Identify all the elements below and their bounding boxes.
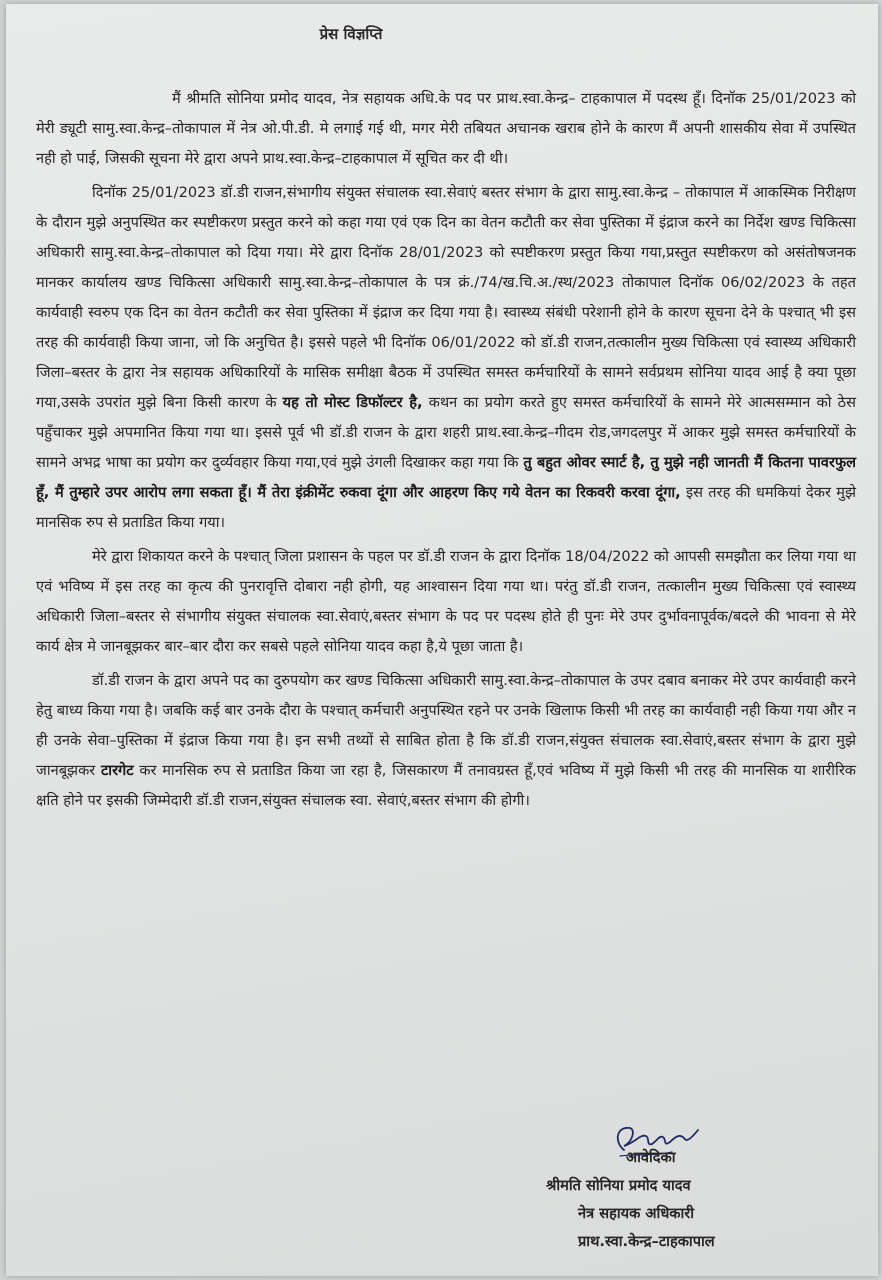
paragraph-4-text-b: कर मानसिक रुप से प्रताडित किया जा रहा है, जिसकारण मैं तनावग्रस्त हूँ,एवं भविष्य में मुझे किसी भी तरह की मानसिक या शारीरिक क्षति होने पर इसकी जिम्मेदारी डॉ.डी राजन,संयुक्त संचालक स्वा. सेवाएं,बस्तर संभाग की होगी।: [36, 762, 857, 809]
paragraph-2-text-b: कथन का प्रयोग करते हुए समस्त कर्मचारियों के सामने मेरे आत्मसम्मान को ठेस पहुँचाकर मुझे अपमानित किया गया था। इससे पूर्व भी डॉ.डी राजन के द्वारा शहरी प्राथ.स्वा.केन्द्र–गीदम रोड,जगदलपुर में आकर मुझे समस्त कर्मचारियों के सामने अभद्र भाषा का प्रयोग कर दुर्व्यवहार किया गया,एवं मुझे उंगली दिखाकर कहा गया कि: [36, 394, 856, 471]
document-page: [6, 4, 878, 1276]
applicant-name: श्रीमति सोनिया प्रमोद यादव: [546, 1177, 691, 1194]
signature-block: [546, 1144, 866, 1256]
paragraph-3-text: मेरे द्वारा शिकायत करने के पश्चात् जिला प्रशासन के पहल पर डॉ.डी राजन के द्वारा दिनॉक 18/04/2022 को आपसी समझौता कर लिया गया था एवं भविष्य में इस तरह का कृत्य की पुनरावृत्ति दोबारा नही होगी, यह आश्वासन दिया गया था। परंतु डॉ.डी राजन, तत्कालीन मुख्य चिकित्सा एवं स्वास्थ्य अधिकारी जिला–बस्तर से संभागीय संयुक्त संचालक स्वा.सेवाएं,बस्तर संभाग के पद पर पदस्थ होते ही पुनः मेरे उपर दुर्भावनापूर्वक/बदले की भावना से मेरे कार्य क्षेत्र मे जानबूझकर बार–बार दौरा कर सबसे पहले सोनिया यादव कहा है,ये पूछा जाता है।: [36, 548, 856, 655]
paragraph-2-bold-a: यह तो मोस्ट डिफॉल्टर है,: [282, 394, 423, 411]
applicant-office: प्राथ.स्वा.केन्द्र–टाहकापाल: [578, 1233, 715, 1250]
applicant-designation: नेत्र सहायक अधिकारी: [578, 1205, 695, 1222]
applicant-label: आवेदिका: [626, 1149, 676, 1166]
paragraph-4: [36, 666, 856, 816]
paragraph-1-text: मैं श्रीमति सोनिया प्रमोद यादव, नेत्र सहायक अधि.के पद पर प्राथ.स्वा.केन्द्र– टाहकापाल में पदस्थ हूँ। दिनॉक 25/01/2023 को मेरी ड्यूटी सामु.स्वा.केन्द्र–तोकापाल में नेत्र ओ.पी.डी. मे लगाई गई थी, मगर मेरी तबियत अचानक खराब होने के कारण मैं अपनी शासकीय सेवा में उपस्थित नही हो पाई, जिसकी सूचना मेरे द्वारा अपने प्राथ.स्वा.केन्द्र–टाहकापाल में सूचित कर दी थी।: [36, 90, 856, 167]
paragraph-3: [36, 542, 856, 662]
paragraph-2-bold-b: तु बहुत ओवर स्मार्ट है, तु मुझे नही जानती मैं कितना पावरफुल हूँ, मैं तुम्हारे उपर आरोप लगा सकता हूँ। मैं तेरा इंक्रीमेंट रुकवा दूंगा और आहरण किए गये वेतन का रिकवरी करवा दूंगा,: [36, 454, 856, 501]
paragraph-1: [36, 84, 856, 174]
paragraph-4-bold: टारगेट: [100, 762, 134, 779]
paragraph-2-text-a: दिनॉक 25/01/2023 डॉ.डी राजन,संभागीय संयुक्त संचालक स्वा.सेवाएं बस्तर संभाग के द्वारा सामु.स्वा.केन्द्र – तोकापाल में आकस्मिक निरीक्षण के दौरान मुझे अनुपस्थित कर स्पष्टीकरण प्रस्तुत करने को कहा गया एवं एक दिन का वेतन कटौती कर सेवा पुस्तिका में इंद्राज करने का निर्देश खण्ड चिकित्सा अधिकारी सामु.स्वा.केन्द्र–तोकापाल को दिया गया। मेरे द्वारा दिनॉक 28/01/2023 को स्पष्टीकरण प्रस्तुत किया गया,प्रस्तुत स्पष्टीकरण को असंतोषजनक मानकर कार्यालय खण्ड चिकित्सा अधिकारी सामु.स्वा.केन्द्र–तोकापाल के पत्र क्रं./74/ख.चि.अ./स्थ/2023 तोकापाल दिनॉक 06/02/2023 के तहत कार्यवाही स्वरुप एक दिन का वेतन कटौती कर सेवा पुस्तिका में इंद्राज कर दिया गया है। स्वास्थ्य संबंधी परेशानी होने के कारण सूचना देने के पश्चात् भी इस तरह की कार्यवाही किया जाना, जो कि अनुचित है। इससे पहले भी दिनॉक 06/01/2022 को डॉ.डी राजन,तत्कालीन मुख्य चिकित्सा एवं स्वास्थ्य अधिकारी जिला–बस्तर के द्वारा नेत्र सहायक अधिकारियों के मासिक समीक्षा बैठक में उपस्थित समस्त कर्मचारियों के सामने सर्वप्रथम सोनिया यादव आई है क्या पूछा गया,उसके उपरांत मुझे बिना किसी कारण के: [36, 184, 856, 411]
paragraph-2: [36, 178, 856, 538]
document-title: प्रेस विज्ञप्ति: [319, 25, 383, 43]
paragraph-2-text-c: इस तरह की धमकियां देकर मुझे मानसिक रुप से प्रताडित किया गया।: [36, 484, 856, 531]
document-body: [36, 84, 856, 820]
paragraph-4-text-a: डॉ.डी राजन के द्वारा अपने पद का दुरुपयोग कर खण्ड चिकित्सा अधिकारी सामु.स्वा.केन्द्र–तोकापाल के उपर दबाव बनाकर मेरे उपर कार्यवाही करने हेतु बाध्य किया गया है। जबकि कई बार उनके दौरा के पश्चात् कर्मचारी अनुपस्थित रहने पर उनके खिलाफ किसी भी तरह का कार्यवाही नही किया गया और न ही उनके सेवा–पुस्तिका में इंद्राज किया गया है। इन सभी तथ्यों से साबित होता है कि डॉ.डी राजन,संयुक्त संचालक स्वा.सेवाएं,बस्तर संभाग के द्वारा मुझे जानबूझकर: [36, 672, 856, 779]
